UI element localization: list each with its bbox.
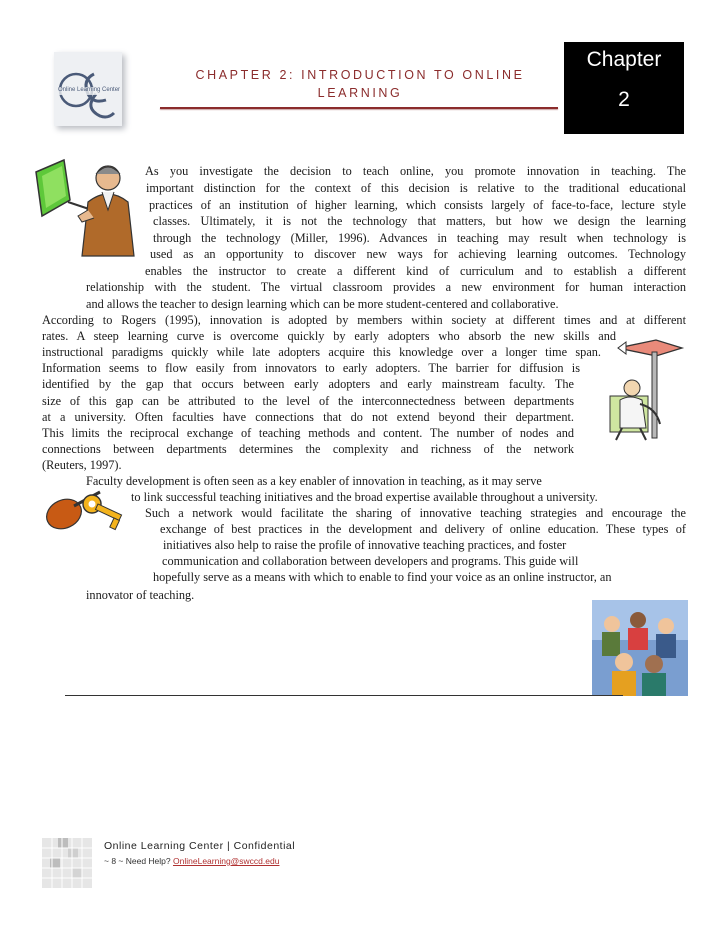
body-line: As you investigate the decision to teach online, you promote innovation in teaching. The (145, 164, 686, 178)
body-line: Faculty development is often seen as a key enabler of innovation in teaching, as it may serve (86, 474, 542, 488)
footer-help (104, 856, 279, 866)
body-line: and allows the teacher to design learning which can be more student-centered and collaborative. (86, 297, 559, 311)
body-line: identified by the gap that occurs between early adopters and early mainstream faculty. The (42, 377, 574, 391)
footer-grid-icon (42, 838, 92, 888)
chapter-word: Chapter (586, 48, 662, 71)
body-line: instructional paradigms quickly while late adopters acquire this knowledge over a longer time span. (42, 345, 601, 359)
title-line-1: CHAPTER 2: INTRODUCTION TO ONLINE (195, 68, 525, 82)
olc-logo (54, 52, 122, 126)
body-line: exchange of best practices in the development and delivery of online education. These types of (160, 522, 686, 536)
body-line: Such a network would facilitate the sharing of innovative teaching strategies and encourage the (145, 506, 686, 520)
body-line: to link successful teaching initiatives and the broad expertise available throughout a university. (131, 490, 598, 504)
title-line-2: LEARNING (317, 86, 403, 100)
footer-divider (65, 695, 623, 696)
chapter-badge (564, 42, 684, 134)
body-line: innovator of teaching. (86, 588, 195, 602)
body-line: at a university. Often faculties have connections that do not extend beyond their department. (42, 410, 574, 424)
people-group-clipart (592, 600, 688, 696)
body-line: initiatives also help to raise the profile of innovative teaching practices, and foster (163, 538, 567, 552)
teacher-clipart (30, 152, 142, 258)
violin-key-clipart (38, 484, 134, 550)
body-line: enables the instructor to create a different kind of curriculum and to establish a different (145, 264, 686, 278)
header-divider (160, 107, 558, 109)
body-line: through the technology (Miller, 1996). Advances in teaching may result when technology is (153, 231, 686, 245)
body-line: size of this gap can be attributed to the level of the interconnectedness between departments (42, 394, 574, 408)
chapter-number: 2 (618, 88, 630, 111)
body-line: used as an opportunity to discover new ways for achieving learning outcomes. Technology (150, 247, 686, 261)
logo-text: Online Learning Center (58, 87, 121, 93)
body-line: practices of an institution of higher learning, which consists largely of face-to-face, lecture style (149, 198, 686, 212)
body-line: connections between departments determines the complexity and richness of the network (42, 442, 574, 456)
footer-title: Online Learning Center | Confidential (104, 840, 296, 852)
body-line: According to Rogers (1995), innovation is adopted by members within society at different times and at different (42, 313, 686, 327)
body-line: important distinction for the context of this decision is relative to the traditional educational (146, 181, 686, 195)
body-line: communication and collaboration between developers and programs. This guide will (162, 554, 579, 568)
signpost-clipart (596, 334, 696, 444)
body-line: hopefully serve as a means with which to enable to find your voice as an online instructor, an (153, 570, 612, 584)
footer-page-help: ~ 8 ~ Need Help? (104, 856, 171, 866)
body-line: Information seems to flow easily from innovators to early adopters. The barrier for diffusion is (42, 361, 580, 375)
body-line: classes. Ultimately, it is not the technology that matters, but how we design the learning (153, 214, 686, 228)
body-line: relationship with the student. The virtual classroom provides a new environment for human interaction (86, 280, 686, 294)
support-email-link[interactable]: OnlineLearning@swccd.edu (173, 856, 280, 866)
page-title (160, 66, 560, 102)
body-line: This limits the reciprocal exchange of teaching methods and content. The number of nodes and (42, 426, 574, 440)
body-line: rates. A steep learning curve is overcome quickly by early adopters who absorb the new skills and (42, 329, 616, 343)
body-line: (Reuters, 1997). (42, 458, 122, 472)
